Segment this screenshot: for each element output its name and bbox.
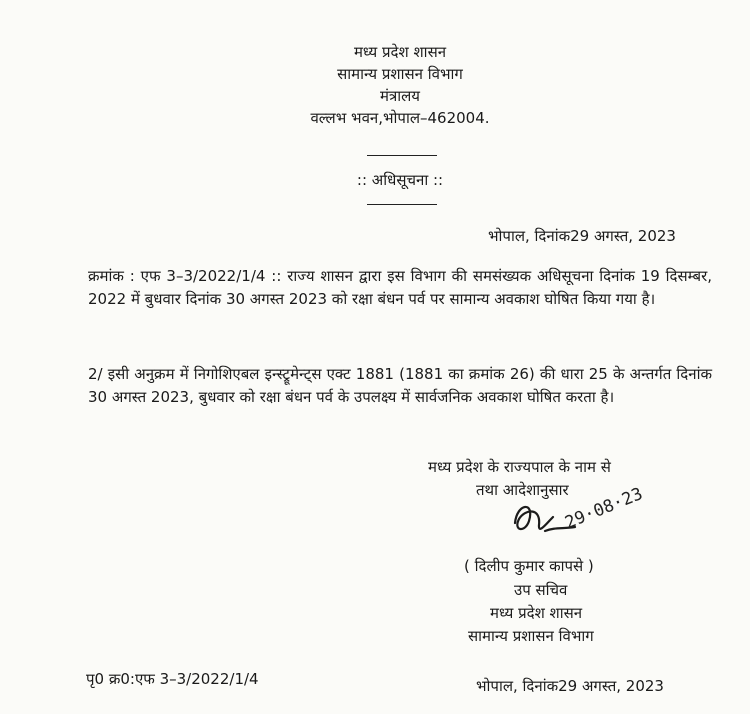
paragraph-1: क्रमांक : एफ 3–3/2022/1/4 :: राज्य शासन द्वारा इस विभाग की समसंख्यक अधिसूचना दिनांक 19 दिसम्बर, 2022 में बुधवार दिनांक 30 अगस्त 2023 को रक्षा बंधन पर्व पर सामान्य अवकाश घोषित किया गया है। (88, 267, 712, 308)
divider-bottom (367, 204, 437, 205)
notification-title: :: अधिसूचना :: (356, 171, 444, 189)
endorsement-reference: पृ0 क्र0:एफ 3–3/2022/1/4 (86, 670, 259, 688)
order-line-1: मध्य प्रदेश के राज्यपाल के नाम से (428, 458, 611, 476)
paragraph-2: 2/ इसी अनुक्रम में निगोशिएबल इन्स्ट्रूमेन्ट्स एक्ट 1881 (1881 का क्रमांक 26) की धारा 25 के अन्तर्गत दिनांक 30 अगस्त 2023, बुधवार को रक्षा बंधन पर्व के उपलक्ष्य में सार्वजनिक अवकाश घोषित करता है। (88, 365, 712, 406)
divider-top (367, 155, 437, 156)
header-department: सामान्य प्रशासन विभाग (337, 65, 463, 83)
order-line-2: तथा आदेशानुसार (476, 481, 569, 499)
header-address: वल्लभ भवन,भोपाल–462004. (310, 109, 490, 127)
header-ministry: मंत्रालय (379, 87, 420, 105)
signatory-department: सामान्य प्रशासन विभाग (468, 627, 594, 645)
signatory-designation: उप सचिव (514, 581, 568, 599)
handwritten-date: 29·08·23 (562, 484, 646, 534)
signatory-office: मध्य प्रदेश शासन (490, 604, 583, 622)
issue-date: भोपाल, दिनांक29 अगस्त, 2023 (488, 227, 676, 245)
signatory-name: ( दिलीप कुमार कापसे ) (464, 557, 594, 575)
endorsement-date: भोपाल, दिनांक29 अगस्त, 2023 (476, 677, 664, 695)
header-government: मध्य प्रदेश शासन (353, 43, 447, 61)
